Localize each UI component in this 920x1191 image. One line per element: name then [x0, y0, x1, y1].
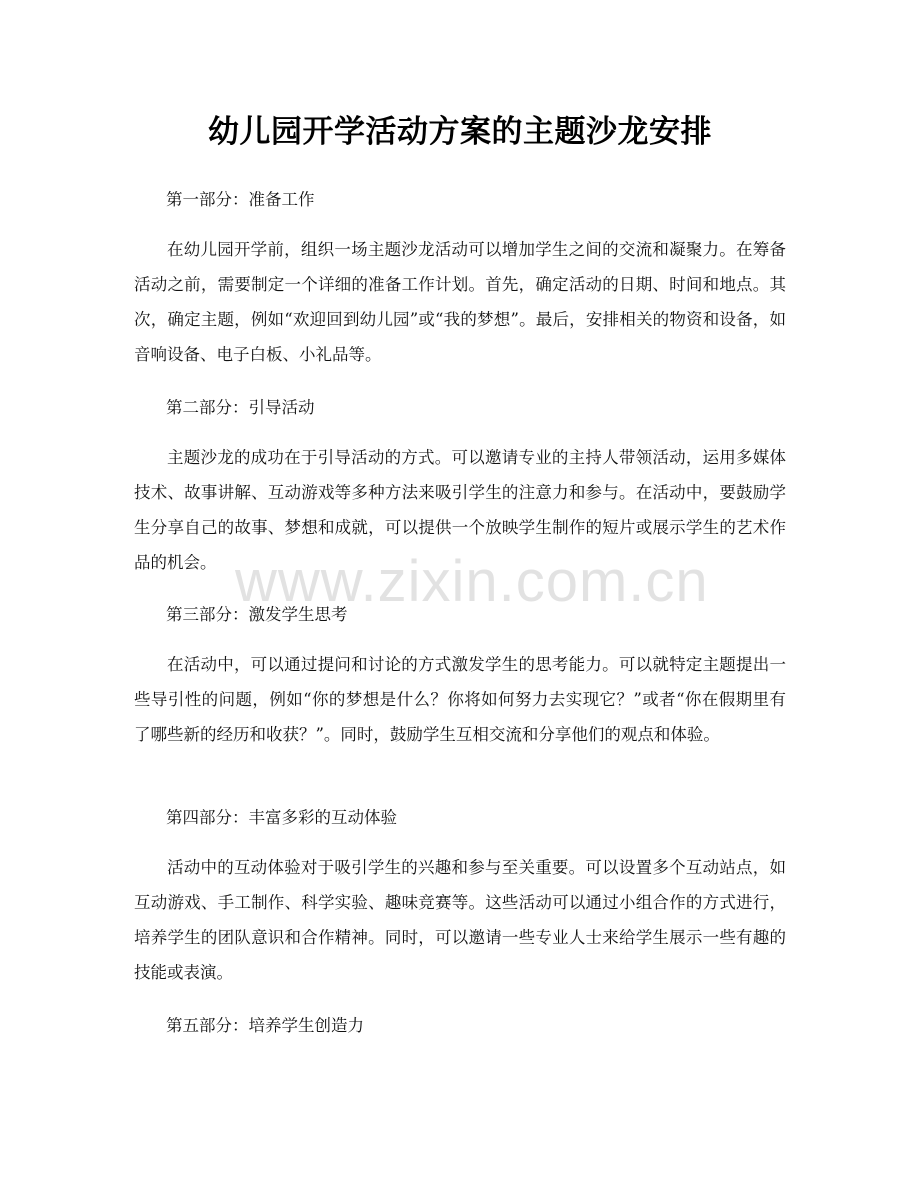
section-heading-5: 第五部分：培养学生创造力 — [166, 1016, 364, 1035]
section-heading-1: 第一部分：准备工作 — [166, 190, 315, 209]
watermark-text: www.zixin.com.cn — [235, 549, 709, 614]
section-heading-3: 第三部分：激发学生思考 — [166, 605, 348, 624]
section-heading-2: 第二部分：引导活动 — [166, 398, 315, 417]
section-heading-4: 第四部分：丰富多彩的互动体验 — [166, 808, 397, 827]
document-title: 幼儿园开学活动方案的主题沙龙安排 — [208, 114, 712, 150]
section-body-3: 在活动中，可以通过提问和讨论的方式激发学生的思考能力。可以就特定主题提出一些导引性的问题，例如“你的梦想是什么？你将如何努力去实现它？”或者“你在假期里有了哪些新的经历和收获？”。同时，鼓励学生互相交流和分享他们的观点和体验。 — [134, 655, 786, 744]
section-body-1: 在幼儿园开学前，组织一场主题沙龙活动可以增加学生之间的交流和凝聚力。在筹备活动之前，需要制定一个详细的准备工作计划。首先，确定活动的日期、时间和地点。其次，确定主题，例如“欢迎回到幼儿园”或“我的梦想”。最后，安排相关的物资和设备，如音响设备、电子白板、小礼品等。 — [134, 240, 786, 364]
section-body-2: 主题沙龙的成功在于引导活动的方式。可以邀请专业的主持人带领活动，运用多媒体技术、故事讲解、互动游戏等多种方法来吸引学生的注意力和参与。在活动中，要鼓励学生分享自己的故事、梦想和成就，可以提供一个放映学生制作的短片或展示学生的艺术作品的机会。 — [134, 448, 786, 572]
section-body-4: 活动中的互动体验对于吸引学生的兴趣和参与至关重要。可以设置多个互动站点，如互动游戏、手工制作、科学实验、趣味竞赛等。这些活动可以通过小组合作的方式进行，培养学生的团队意识和合作精神。同时，可以邀请一些专业人士来给学生展示一些有趣的技能或表演。 — [134, 858, 786, 982]
